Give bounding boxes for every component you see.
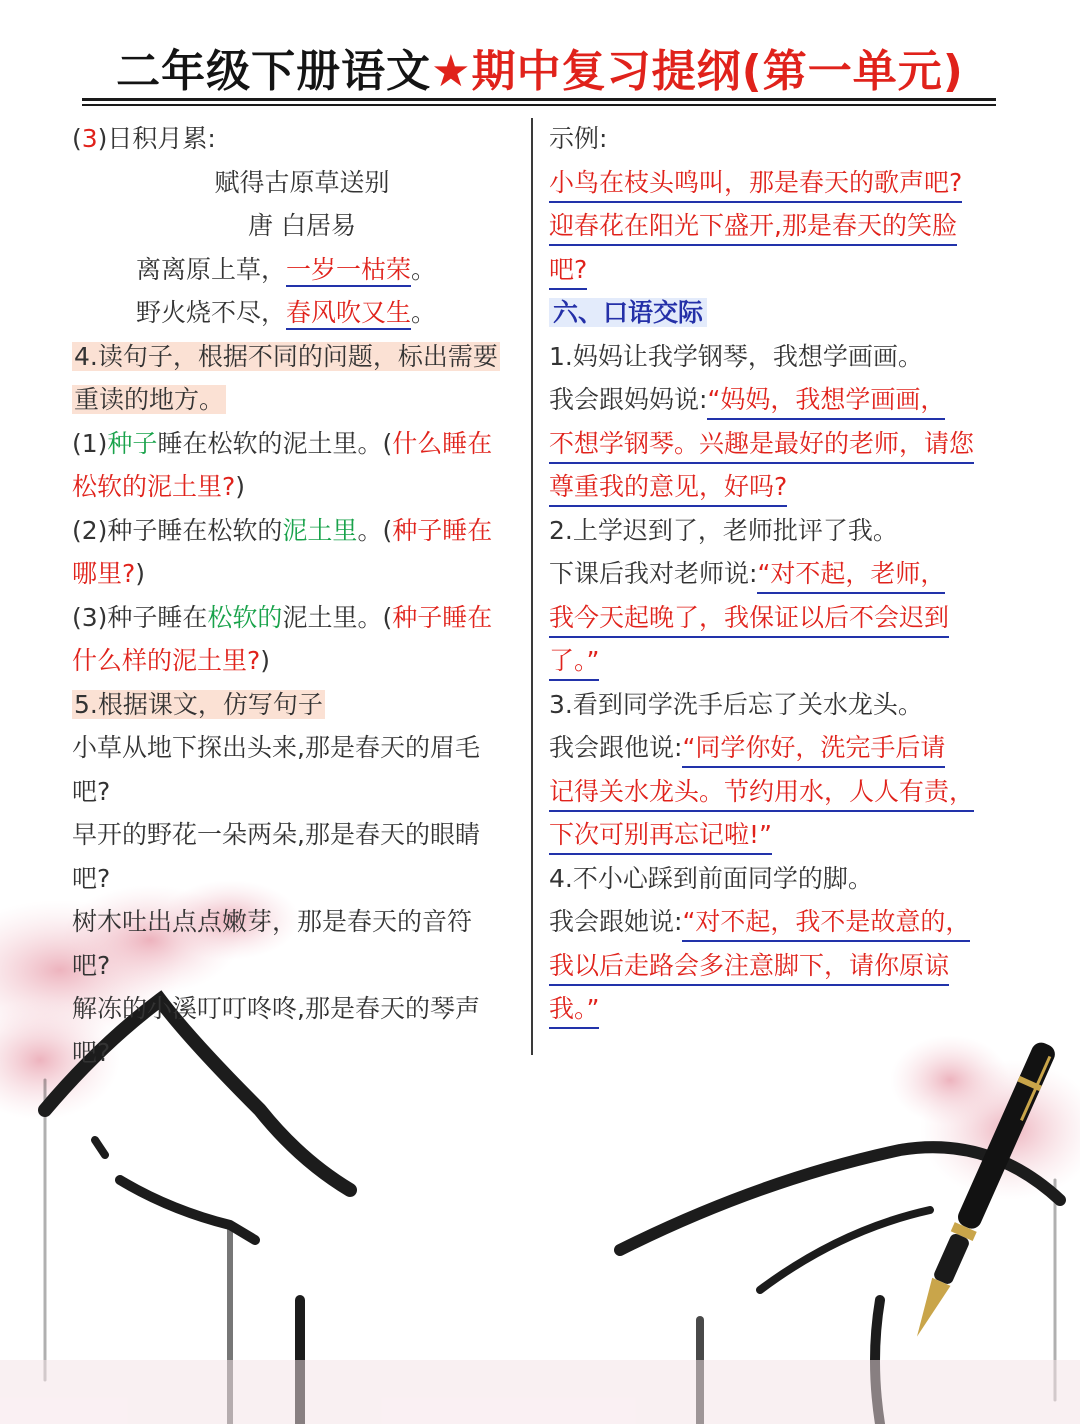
sentence-1-end: 吧?	[72, 776, 111, 806]
poem-answer-2: 春风吹又生	[286, 298, 411, 330]
case-3-answer-line-3: 下次可别再忘记啦!”	[549, 813, 1019, 857]
poem-answer-1: 一岁一枯荣	[286, 255, 411, 287]
case-2-answer-line-3: 了。”	[549, 639, 1019, 683]
section-6-heading: 六、口语交际	[549, 291, 1019, 335]
poem-title: 赋得古原草送别	[214, 167, 390, 197]
q4-item-3: (3)种子睡在松软的泥土里。(种子睡在	[72, 602, 493, 632]
fountain-pen-decoration	[880, 1030, 1080, 1360]
sentence-2-end: 吧?	[72, 863, 111, 893]
title-underline	[82, 98, 996, 101]
case-4-answer-line-3: 我。”	[549, 987, 1019, 1031]
case-1-answer-line-3: 尊重我的意见，好吗?	[549, 465, 1019, 509]
sentence-1: 小草从地下探出头来,那是春天的眉毛	[72, 733, 480, 762]
sentence-3: 树木吐出点点嫩芽，那是春天的音符	[72, 907, 473, 936]
poem-author: 唐 白居易	[248, 211, 356, 240]
example-line-2: 迎春花在阳光下盛开,那是春天的笑脸	[549, 204, 1019, 248]
q4-item-3-cont: 什么样的泥土里?)	[72, 646, 271, 675]
poem-line-2: 野火烧不尽，春风吹又生。	[72, 291, 532, 335]
case-2-answer-line-2: 我今天起晚了，我保证以后不会迟到	[549, 596, 1019, 640]
page-title	[0, 40, 1080, 104]
title-underline-secondary	[82, 104, 996, 106]
example-label: 示例:	[549, 124, 608, 153]
q4-item-1-cont: 松软的泥土里?)	[72, 472, 246, 501]
case-4-answer-line-1: 我会跟她说:“对不起，我不是故意的，	[549, 900, 1019, 944]
case-3-answer-line-2: 记得关水龙头。节约用水，人人有责，	[549, 770, 1019, 814]
q4-item-1: (1)种子睡在松软的泥土里。(什么睡在	[72, 428, 493, 458]
case-2: 2.上学迟到了，老师批评了我。	[549, 515, 898, 545]
example-line-3: 吧?	[549, 248, 1019, 292]
case-3: 3.看到同学洗手后忘了关水龙头。	[549, 689, 923, 719]
left-column	[72, 117, 532, 1074]
section-3-heading: (3)日积月累:	[72, 124, 216, 153]
question-4-line-1: 4.读句子，根据不同的问题，标出需要	[74, 341, 498, 371]
poem-line-1: 离离原上草，一岁一枯荣。	[72, 248, 532, 292]
case-1-answer-line-2: 不想学钢琴。兴趣是最好的老师，请您	[549, 422, 1019, 466]
case-3-answer-line-1: 我会跟他说:“同学你好，洗完手后请	[549, 726, 1019, 770]
star-icon: ★	[431, 46, 472, 97]
question-5-heading: 5.根据课文，仿写句子	[74, 689, 323, 719]
question-4-line-2: 重读的地方。	[74, 385, 225, 414]
sentence-2: 早开的野花一朵两朵,那是春天的眼睛	[72, 820, 480, 849]
case-1: 1.妈妈让我学钢琴，我想学画画。	[549, 341, 923, 371]
q4-item-2: (2)种子睡在松软的泥土里。(种子睡在	[72, 515, 493, 545]
case-1-answer-line-1: 我会跟妈妈说:“妈妈，我想学画画，	[549, 378, 1019, 422]
right-column	[549, 117, 1019, 1031]
sentence-3-end: 吧?	[72, 950, 111, 980]
example-line-1: 小鸟在枝头鸣叫，那是春天的歌声吧?	[549, 161, 1019, 205]
case-4: 4.不小心踩到前面同学的脚。	[549, 863, 873, 893]
case-2-answer-line-1: 下课后我对老师说:“对不起，老师，	[549, 552, 1019, 596]
sentence-4: 解冻的小溪叮叮咚咚,那是春天的琴声	[72, 994, 480, 1023]
title-part1: 二年级下册语文	[116, 46, 432, 97]
sentence-4-end: 吧?	[72, 1037, 111, 1067]
q4-item-2-cont: 哪里?)	[72, 559, 146, 588]
case-4-answer-line-2: 我以后走路会多注意脚下，请你原谅	[549, 944, 1019, 988]
title-part2: 期中复习提纲(第一单元)	[471, 46, 964, 97]
